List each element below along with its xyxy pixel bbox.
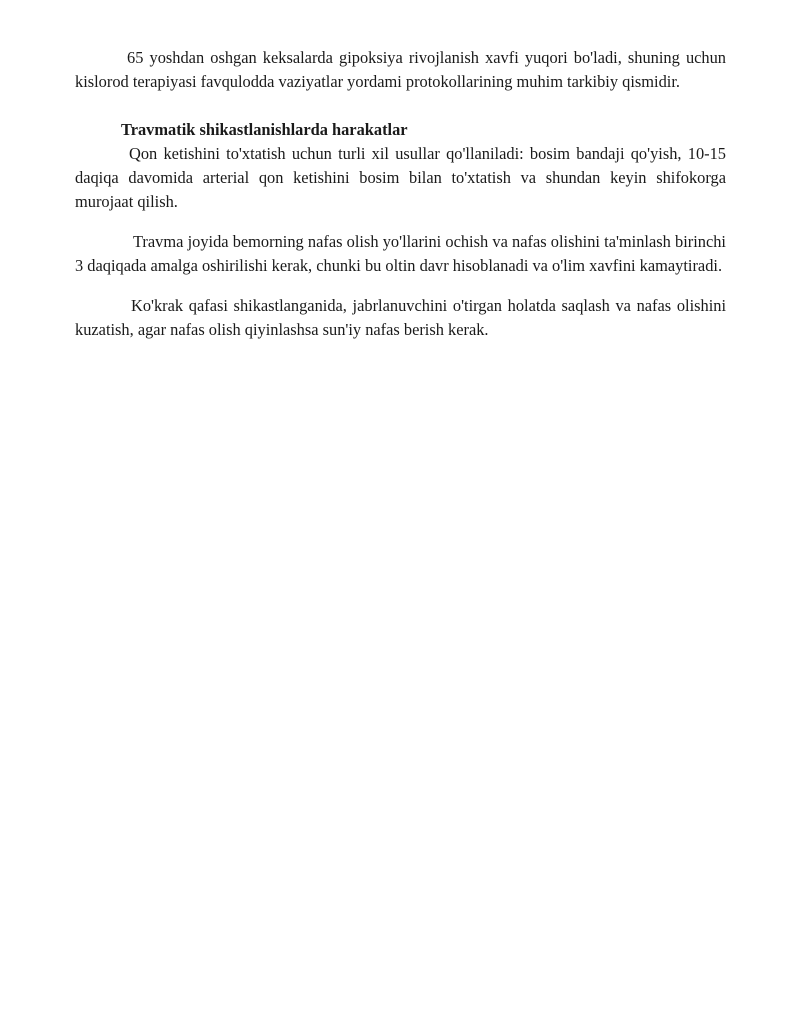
paragraph-airway: Travma joyida bemorning nafas olish yo'llarini ochish va nafas olishini ta'minlash birinchi 3 daqiqada amalga oshirilishi kerak, chunki bu oltin davr hisoblanadi va o'lim xavfini kamaytiradi.	[75, 232, 726, 275]
paragraph-bleeding-control: Qon ketishini to'xtatish uchun turli xil usullar qo'llaniladi: bosim bandaji qo'yish, 10-15 daqiqa davomida arterial qon ketishini bosim bilan to'xtatish va shundan keyin shifokorga murojaat qilish.	[75, 144, 726, 211]
document-body	[75, 46, 726, 342]
paragraph-chest-injury: Ko'krak qafasi shikastlanganida, jabrlanuvchini o'tirgan holatda saqlash va nafas olishini kuzatish, agar nafas olish qiyinlashsa sun'iy nafas berish kerak.	[75, 296, 726, 339]
paragraph-hypoxia-risk: 65 yoshdan oshgan keksalarda gipoksiya rivojlanish xavfi yuqori bo'ladi, shuning uchun kislorod terapiyasi favqulodda vaziyatlar yordami protokollarining muhim tarkibiy qismidir.	[75, 48, 726, 91]
section-heading: Travmatik shikastlanishlarda harakatlar	[121, 120, 408, 139]
